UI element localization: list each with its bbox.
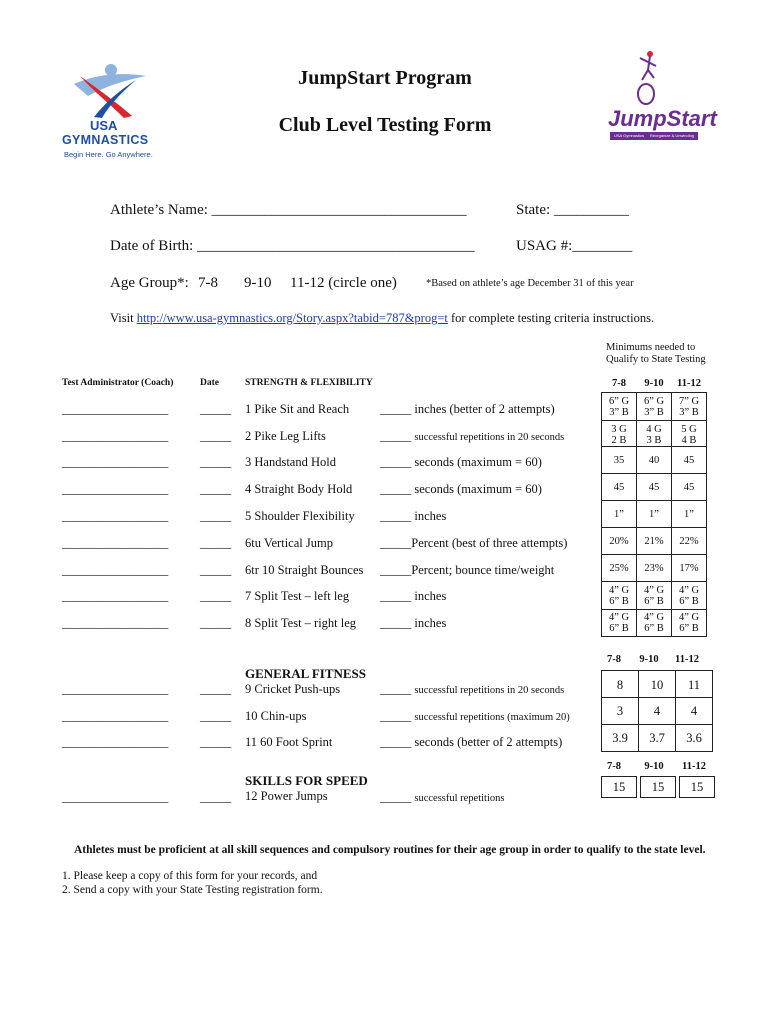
test-name: 2 Pike Leg Lifts xyxy=(245,429,326,443)
min-cell xyxy=(640,776,676,798)
min-value: 15 xyxy=(612,779,626,794)
min-value: 1” xyxy=(614,509,624,520)
min-value: 4” G 6” B xyxy=(608,584,630,607)
result-field[interactable] xyxy=(380,482,542,497)
age-option-7-8[interactable]: 7-8 xyxy=(198,275,218,291)
result-blank: _____ xyxy=(380,790,412,804)
min-cell xyxy=(671,392,707,421)
test-name: 1 Pike Sit and Reach xyxy=(245,402,350,416)
instruction-item-1: 1. Please keep a copy of this form for your records, and xyxy=(62,870,318,882)
min-value: 4” G 6” B xyxy=(608,612,630,634)
usa-logo-tagline: Begin Here. Go Anywhere. xyxy=(64,150,153,159)
age-option-11-12[interactable]: 11-12 (circle one) xyxy=(290,275,397,291)
admin-blank[interactable]: _________________ xyxy=(62,682,169,696)
min-value: 8 xyxy=(616,677,624,692)
min-cell xyxy=(601,420,637,449)
min-value: 1” xyxy=(684,509,694,520)
test-name: 6tr 10 Straight Bounces xyxy=(245,563,364,577)
result-unit: seconds (maximum = 60) xyxy=(414,482,542,496)
result-unit: inches (better of 2 attempts) xyxy=(414,402,555,416)
result-unit: successful repetitions in 20 seconds xyxy=(414,432,565,443)
result-field[interactable] xyxy=(380,616,446,631)
min-cell xyxy=(601,500,637,529)
test-name: 6tu Vertical Jump xyxy=(245,536,333,550)
result-field[interactable] xyxy=(380,589,446,604)
min-value: 6” G 3” B xyxy=(608,395,630,418)
dob-blank: _____________________________________ xyxy=(197,238,475,254)
athlete-name-label: Athlete’s Name: xyxy=(110,202,208,218)
min-value: 4” G 6” B xyxy=(643,612,665,634)
min-cell xyxy=(671,500,707,529)
usa-logo-line2: GYMNASTICS xyxy=(62,133,149,147)
min-cell xyxy=(671,581,707,610)
min-cell xyxy=(636,581,672,610)
min-cell xyxy=(601,473,637,502)
result-blank: _____ xyxy=(380,455,412,469)
result-blank: _____ xyxy=(380,482,412,496)
admin-blank[interactable]: _________________ xyxy=(62,709,169,723)
min-value: 45 xyxy=(613,482,625,493)
visit-suffix: for complete testing criteria instructions. xyxy=(451,311,655,325)
min-value: 1” xyxy=(649,509,659,520)
result-blank: _____ xyxy=(380,429,412,443)
min-value: 5 G 4 B xyxy=(681,423,697,446)
admin-blank[interactable]: _________________ xyxy=(62,790,169,804)
age-group-label: Age Group*: xyxy=(110,275,189,291)
result-blank: _____ xyxy=(380,616,412,630)
date-blank[interactable]: _____ xyxy=(200,509,232,523)
min-value: 25% xyxy=(609,563,629,574)
result-field[interactable] xyxy=(380,709,570,724)
min-cell xyxy=(675,724,713,752)
min-value: 3.7 xyxy=(649,730,665,745)
date-blank[interactable]: _____ xyxy=(200,735,232,749)
min-value: 10 xyxy=(650,677,664,692)
result-field[interactable] xyxy=(380,509,446,524)
result-unit: Percent; bounce time/weight xyxy=(411,563,555,577)
result-blank: _____ xyxy=(380,509,412,523)
min-cell xyxy=(638,670,676,700)
age-option-9-10[interactable]: 9-10 xyxy=(244,275,272,291)
result-blank: _____ xyxy=(380,682,412,696)
date-blank[interactable]: _____ xyxy=(200,682,232,696)
min-value: 23% xyxy=(644,563,664,574)
result-unit: Percent (best of three attempts) xyxy=(411,536,568,550)
result-field[interactable] xyxy=(380,790,504,805)
column-header-age-9-10: 9-10 xyxy=(644,378,664,389)
result-field[interactable] xyxy=(380,402,555,417)
min-value: 3 xyxy=(616,703,624,718)
min-value: 3.9 xyxy=(612,730,628,745)
result-blank: _____ xyxy=(380,589,412,603)
test-name: 7 Split Test – left leg xyxy=(245,589,350,603)
result-field[interactable] xyxy=(380,735,562,750)
athlete-name-blank: __________________________________ xyxy=(211,202,467,218)
jumpstart-logo-small-left: USA Gymnastics xyxy=(614,133,645,138)
column-header-admin: Test Administrator (Coach) xyxy=(62,378,174,388)
min-cell xyxy=(671,554,707,583)
admin-blank[interactable]: _________________ xyxy=(62,589,169,603)
date-blank[interactable]: _____ xyxy=(200,563,232,577)
result-field[interactable] xyxy=(380,563,554,578)
skills-for-speed-heading: SKILLS FOR SPEED xyxy=(245,773,368,788)
result-blank: _____ xyxy=(380,402,412,416)
min-cell xyxy=(601,670,639,700)
admin-blank[interactable]: _________________ xyxy=(62,402,169,416)
date-blank[interactable]: _____ xyxy=(200,790,232,804)
state-blank: __________ xyxy=(553,202,629,218)
result-unit: seconds (better of 2 attempts) xyxy=(414,735,563,749)
min-value: 35 xyxy=(613,455,625,466)
result-field[interactable] xyxy=(380,682,564,697)
result-blank: _____ xyxy=(380,563,412,577)
page-subtitle: Club Level Testing Form xyxy=(278,114,492,136)
min-value: 3.6 xyxy=(686,730,702,745)
minimums-line1: Minimums needed to xyxy=(606,342,696,353)
date-blank[interactable]: _____ xyxy=(200,709,232,723)
min-value: 15 xyxy=(651,779,665,794)
result-field[interactable] xyxy=(380,429,564,444)
min-cell xyxy=(601,776,637,798)
min-value: 21% xyxy=(644,536,664,547)
visit-prefix: Visit xyxy=(110,311,134,325)
min-value: 4” G 6” B xyxy=(678,612,700,634)
gf-header-age-11-12: 11-12 xyxy=(675,654,699,665)
test-name: 10 Chin-ups xyxy=(245,709,307,723)
min-cell xyxy=(636,392,672,421)
usag-number-field[interactable]: USAG #:________ xyxy=(516,238,633,254)
skills-header-age-9-10: 9-10 xyxy=(644,761,664,772)
admin-blank[interactable]: _________________ xyxy=(62,429,169,443)
instruction-item-2: 2. Send a copy with your State Testing registration form. xyxy=(62,884,323,896)
date-blank[interactable]: _____ xyxy=(200,589,232,603)
result-blank: _____ xyxy=(380,536,412,550)
min-cell xyxy=(671,420,707,449)
column-header-date: Date xyxy=(200,378,219,388)
jumpstart-logo-small-right: Reorganize & Unwinding xyxy=(650,133,695,138)
date-blank[interactable]: _____ xyxy=(200,536,232,550)
result-unit: successful repetitions (maximum 20) xyxy=(414,712,570,723)
min-value: 4” G 6” B xyxy=(678,584,700,607)
athlete-name-field[interactable] xyxy=(110,202,467,219)
dob-field[interactable] xyxy=(110,238,475,255)
usa-logo-line1: USA xyxy=(90,118,118,133)
min-value: 3 G 2 B xyxy=(611,423,627,446)
page-title: JumpStart Program xyxy=(298,67,472,89)
result-unit: seconds (maximum = 60) xyxy=(414,455,542,469)
min-cell xyxy=(671,527,707,556)
min-cell xyxy=(636,420,672,449)
min-value: 7” G 3” B xyxy=(678,395,700,418)
test-name: 4 Straight Body Hold xyxy=(245,482,353,496)
min-cell xyxy=(601,581,637,610)
admin-blank[interactable]: _________________ xyxy=(62,536,169,550)
dob-label: Date of Birth: xyxy=(110,238,194,254)
admin-blank[interactable]: _________________ xyxy=(62,482,169,496)
min-cell xyxy=(601,554,637,583)
state-label: State: xyxy=(516,202,551,218)
admin-blank[interactable]: _________________ xyxy=(62,509,169,523)
min-value: 20% xyxy=(609,536,629,547)
min-cell xyxy=(671,446,707,475)
result-unit: inches xyxy=(414,616,447,630)
min-value: 45 xyxy=(683,482,695,493)
result-unit: inches xyxy=(414,509,447,523)
visit-line xyxy=(110,311,654,326)
min-value: 6” G 3” B xyxy=(643,395,665,418)
min-cell xyxy=(679,776,715,798)
result-unit: inches xyxy=(414,589,447,603)
min-cell xyxy=(601,609,637,637)
testing-criteria-link[interactable]: http://www.usa-gymnastics.org/Story.aspx?tabid=787&prog=t xyxy=(136,311,448,325)
min-value: 4 G 3 B xyxy=(646,423,662,446)
result-field[interactable] xyxy=(380,455,542,470)
min-cell xyxy=(636,500,672,529)
test-name: 5 Shoulder Flexibility xyxy=(245,509,355,523)
min-cell xyxy=(636,473,672,502)
result-unit: successful repetitions in 20 seconds xyxy=(414,685,565,696)
min-value: 15 xyxy=(690,779,704,794)
test-name: 3 Handstand Hold xyxy=(245,455,336,469)
result-unit: successful repetitions xyxy=(414,793,505,804)
skills-header-age-7-8: 7-8 xyxy=(607,761,621,772)
admin-blank[interactable]: _________________ xyxy=(62,455,169,469)
min-value: 11 xyxy=(687,677,701,692)
minimums-line2: Qualify to State Testing xyxy=(606,354,706,365)
min-cell xyxy=(636,609,672,637)
date-blank[interactable]: _____ xyxy=(200,402,232,416)
min-cell xyxy=(675,697,713,725)
admin-blank[interactable]: _________________ xyxy=(62,735,169,749)
min-cell xyxy=(638,724,676,752)
column-header-strength: STRENGTH & FLEXIBILITY xyxy=(245,378,373,388)
age-note: *Based on athlete’s age December 31 of this year xyxy=(426,278,634,289)
min-value: 4 xyxy=(690,703,698,718)
min-cell xyxy=(601,697,639,725)
date-blank[interactable]: _____ xyxy=(200,616,232,630)
gf-header-age-7-8: 7-8 xyxy=(607,654,621,665)
general-fitness-heading: GENERAL FITNESS xyxy=(245,666,367,681)
min-cell xyxy=(636,527,672,556)
date-blank[interactable]: _____ xyxy=(200,482,232,496)
test-name: 11 60 Foot Sprint xyxy=(245,735,333,749)
min-cell xyxy=(601,446,637,475)
test-name: 9 Cricket Push-ups xyxy=(245,682,341,696)
jumpstart-logo-text: JumpStart xyxy=(608,106,717,131)
date-blank[interactable]: _____ xyxy=(200,429,232,443)
min-value: 17% xyxy=(679,563,699,574)
min-cell xyxy=(601,724,639,752)
min-cell xyxy=(675,670,713,700)
column-header-age-7-8: 7-8 xyxy=(612,378,626,389)
state-field[interactable] xyxy=(516,202,629,219)
gf-header-age-9-10: 9-10 xyxy=(639,654,659,665)
date-blank[interactable]: _____ xyxy=(200,455,232,469)
test-name: 12 Power Jumps xyxy=(245,789,328,803)
min-cell xyxy=(671,473,707,502)
proficiency-note: Athletes must be proficient at all skill sequences and compulsory routines for their age group in order to qualify to the state level. xyxy=(74,844,706,856)
result-field[interactable] xyxy=(380,536,567,551)
admin-blank[interactable]: _________________ xyxy=(62,616,169,630)
admin-blank[interactable]: _________________ xyxy=(62,563,169,577)
min-value: 45 xyxy=(683,455,695,466)
min-cell xyxy=(636,554,672,583)
result-blank: _____ xyxy=(380,735,412,749)
test-name: 8 Split Test – right leg xyxy=(245,616,357,630)
min-cell xyxy=(601,392,637,421)
min-value: 4” G 6” B xyxy=(643,584,665,607)
min-cell xyxy=(638,697,676,725)
column-header-age-11-12: 11-12 xyxy=(677,378,701,389)
result-blank: _____ xyxy=(380,709,412,723)
min-value: 40 xyxy=(648,455,660,466)
min-cell xyxy=(601,527,637,556)
min-value: 22% xyxy=(679,536,699,547)
min-cell xyxy=(671,609,707,637)
min-value: 4 xyxy=(653,703,661,718)
min-value: 45 xyxy=(648,482,660,493)
skills-header-age-11-12: 11-12 xyxy=(682,761,706,772)
min-cell xyxy=(636,446,672,475)
